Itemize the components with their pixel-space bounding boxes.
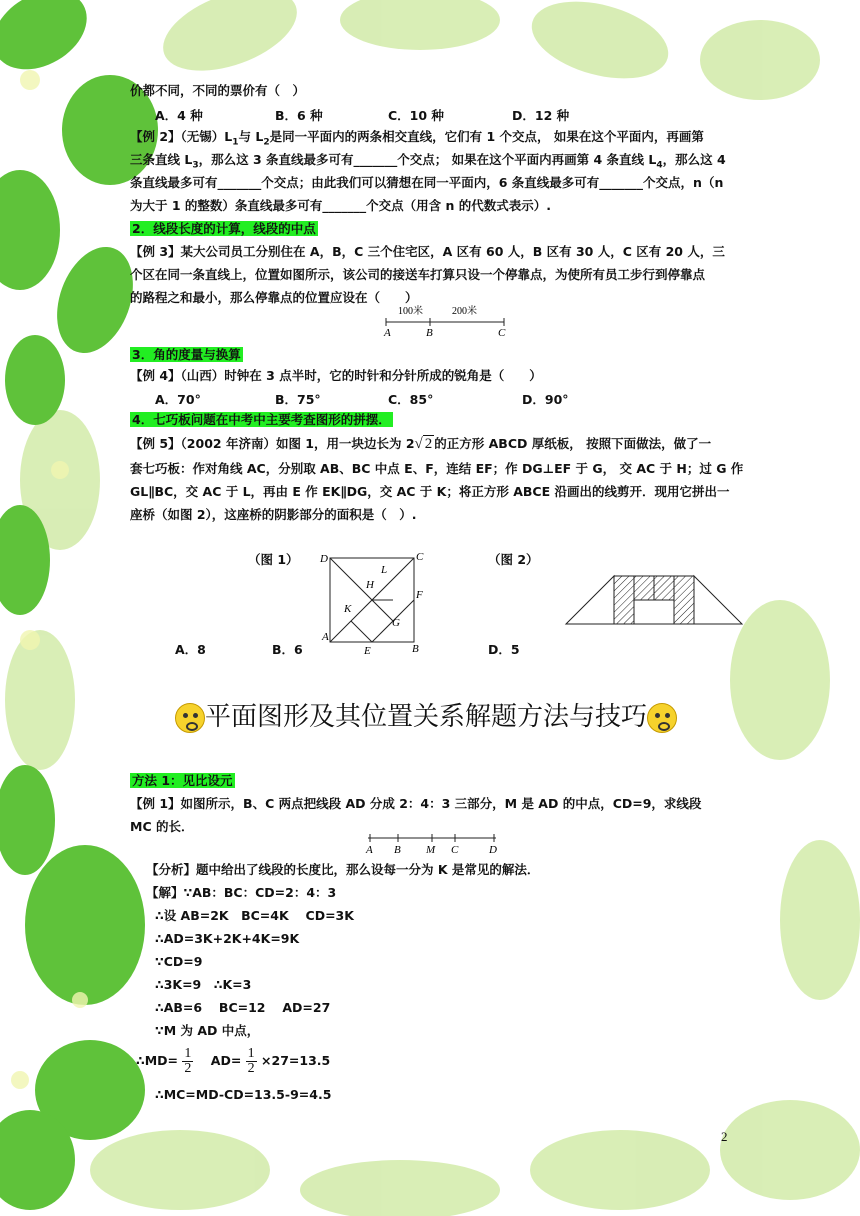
- point-c: C: [498, 327, 506, 339]
- option-d: D．12 种: [512, 108, 570, 123]
- point-h: H: [366, 579, 374, 591]
- solution-line-8: ∴MD= $\frac{1}{2}$ AD= $\frac{1}{2}$ ×27=13.5: [136, 1046, 331, 1076]
- solution-line-5: ∴3K=9 ∴K=3: [155, 977, 252, 992]
- point-k: K: [344, 603, 352, 615]
- method-1-heading: 方法 1：见比设元: [132, 773, 233, 788]
- point-f: F: [416, 589, 423, 601]
- point-c: C: [416, 551, 424, 563]
- method-1-example-line-2: MC 的长．: [130, 819, 194, 834]
- example-4: 【例 4】（山西）时钟在 3 点半时，它的时针和分针所成的锐角是（ ）: [130, 368, 542, 383]
- example-3-line-1: 【例 3】某大公司员工分别住在 A，B，C 三个住宅区，A 区有 60 人，B 区有 30 人，C 区有 20 人，三: [130, 244, 725, 259]
- option-a: A．4 种: [155, 108, 203, 123]
- text-line: 价都不同，不同的票价有（ ）: [130, 83, 306, 98]
- figure-1-tangram: [316, 548, 436, 658]
- option-d: D．5: [488, 642, 520, 657]
- point-b: B: [412, 643, 419, 655]
- figure-2-caption: （图 2）: [488, 552, 539, 567]
- point-a: A: [366, 844, 373, 856]
- point-m: M: [426, 844, 436, 856]
- point-a: A: [384, 327, 391, 339]
- page-number: 2: [721, 1129, 728, 1144]
- solution-line-3: ∴AD=3K+2K+4K=9K: [155, 931, 300, 946]
- solution-line-6: ∴AB=6 BC=12 AD=27: [155, 1000, 331, 1015]
- option-a: A．70°: [155, 392, 201, 407]
- figure-1-caption: （图 1）: [248, 552, 299, 567]
- example-3-line-3: 的路程之和最小，那么停靠点的位置应设在（ ）: [130, 290, 418, 305]
- example-5-line-2: 套七巧板：作对角线 AC，分别取 AB、BC 中点 E、F，连结 EF；作 DG⊥EF 于 G， 交 AC 于 H；过 G 作: [130, 461, 744, 476]
- section-heading-3: 3．角的度量与换算: [132, 347, 241, 362]
- option-b: B．6: [272, 642, 303, 657]
- fraction-half: $\frac{1}{2}$: [247, 1046, 255, 1076]
- thinking-face-icon: [175, 703, 205, 733]
- section-heading-4: 4．七巧板问题在中考中主要考查图形的拼摆．: [132, 412, 391, 427]
- distance-label-1: 100米: [398, 306, 423, 317]
- thinking-face-icon: [647, 703, 677, 733]
- point-b: B: [394, 844, 401, 856]
- analysis: 【分析】题中给出了线段的长度比，那么设每一分为 K 是常见的解法．: [146, 862, 540, 877]
- method-1-example-line-1: 【例 1】如图所示，B、C 两点把线段 AD 分成 2：4：3 三部分，M 是 AD 的中点，CD=9，求线段: [130, 796, 702, 811]
- option-d: D．90°: [522, 392, 569, 407]
- example-5-line-3: GL∥BC，交 AC 于 L，再由 E 作 EK∥DG，交 AC 于 K；将正方形 ABCE 沿画出的线剪开．现用它拼出一: [130, 484, 730, 499]
- point-d: D: [320, 553, 328, 565]
- figure-abc-line: [380, 300, 510, 340]
- fraction-half: $\frac{1}{2}$: [184, 1046, 192, 1076]
- section-title: 平面图形及其位置关系解题方法与技巧: [175, 696, 677, 733]
- example-2-line-3: 条直线最多可有_______个交点；由此我们可以猜想在同一平面内，6 条直线最多可有_______个交点，n（n: [130, 175, 724, 190]
- solution-line-2: ∴设 AB=2K BC=4K CD=3K: [155, 908, 354, 923]
- example-2-line-1: 【例 2】（无锡）$L_1$与 $L_2$是同一平面内的两条相交直线，它们有 1 个交点， 如果在这个平面内，再画第: [130, 129, 704, 148]
- example-3-line-2: 个区在同一条直线上，位置如图所示，该公司的接送车打算只设一个停靠点，为使所有员工步行到停靠点: [130, 267, 706, 282]
- point-e: E: [364, 645, 371, 657]
- point-g: G: [392, 617, 400, 629]
- solution-line-1: 【解】∵AB：BC：CD=2：4：3: [146, 885, 337, 900]
- example-5-line-4: 座桥（如图 2），这座桥的阴影部分的面积是（ ）.: [130, 507, 417, 522]
- point-d: D: [489, 844, 497, 856]
- point-a: A: [322, 631, 329, 643]
- figure-abmcd-line: [362, 828, 502, 856]
- point-l: L: [381, 564, 388, 576]
- option-b: B．6 种: [275, 108, 323, 123]
- section-heading-2: 2．线段长度的计算，线段的中点: [132, 221, 316, 236]
- figure-2-bridge: [562, 572, 746, 632]
- solution-line-7: ∵M 为 AD 中点，: [155, 1023, 260, 1038]
- option-c: C．10 种: [388, 108, 444, 123]
- option-b: B．75°: [275, 392, 321, 407]
- solution-line-4: ∵CD=9: [155, 954, 203, 969]
- solution-line-9: ∴MC=MD-CD=13.5-9=4.5: [155, 1087, 332, 1102]
- example-2-line-2: 三条直线 $L_3$，那么这 3 条直线最多可有_______个交点； 如果在这个平面内再画第 4 条直线 $L_4$，那么这 4: [130, 152, 726, 171]
- point-c: C: [451, 844, 459, 856]
- example-2-line-4: 为大于 1 的整数）条直线最多可有_______个交点（用含 n 的代数式表示）.: [130, 198, 552, 213]
- point-b: B: [426, 327, 433, 339]
- option-a: A．8: [175, 642, 206, 657]
- option-c: C．85°: [388, 392, 434, 407]
- example-5-line-1: 【例 5】（2002 年济南）如图 1，用一块边长为 2√ 2 的正方形 ABCD 厚纸板， 按照下面做法，做了一: [130, 436, 712, 452]
- distance-label-2: 200米: [452, 306, 477, 317]
